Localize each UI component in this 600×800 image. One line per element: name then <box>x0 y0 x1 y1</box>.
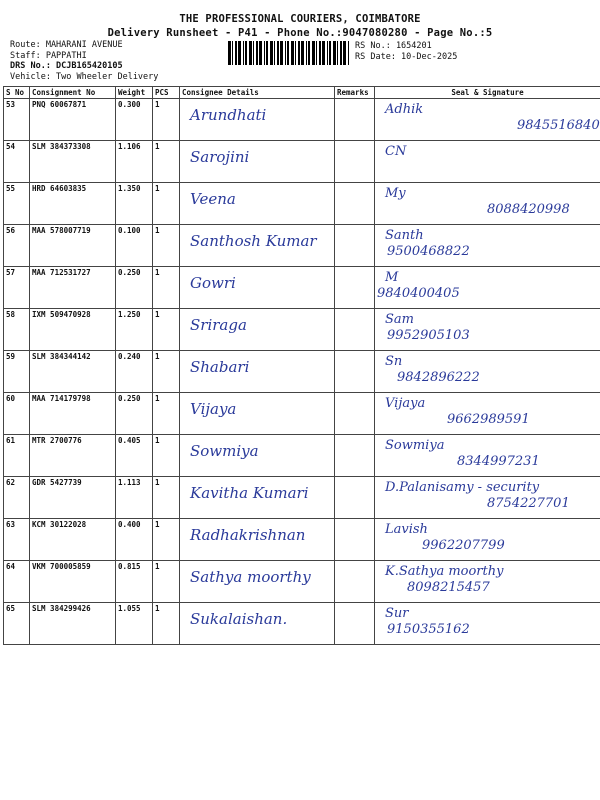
row-consignee-cell <box>180 267 335 309</box>
row-remarks <box>335 309 375 351</box>
vehicle-label: Vehicle: Two Wheeler Delivery <box>10 71 159 82</box>
barcode-bar <box>301 41 304 65</box>
row-weight: 1.250 <box>116 309 153 351</box>
row-signature-cell <box>375 477 600 519</box>
row-signature-name: D.Palanisamy - security <box>385 480 540 495</box>
row-pcs: 1 <box>153 603 180 645</box>
runsheet-subtitle: Delivery Runsheet - P41 - Phone No.:9047080280 - Page No.:5 <box>107 27 493 39</box>
barcode-bar <box>235 41 237 65</box>
row-weight: 0.815 <box>116 561 153 603</box>
table-row <box>4 603 600 645</box>
row-consignment: PNQ 60067871 <box>30 99 116 141</box>
row-consignee-handwritten: Gowri <box>190 274 236 292</box>
row-signature-phone: 8098215457 <box>407 580 490 595</box>
row-consignee-cell <box>180 561 335 603</box>
row-signature-cell <box>375 351 600 393</box>
row-pcs: 1 <box>153 183 180 225</box>
row-weight: 0.400 <box>116 519 153 561</box>
row-pcs: 1 <box>153 267 180 309</box>
barcode-bar <box>287 41 289 65</box>
run-meta-right <box>355 41 457 62</box>
barcode-bar <box>256 41 258 65</box>
barcode-bar <box>238 41 241 65</box>
row-consignment: MAA 578007719 <box>30 225 116 267</box>
barcode-bar <box>277 41 279 65</box>
row-signature-name: M <box>385 270 399 285</box>
table-header-row <box>4 87 600 99</box>
barcode-bar <box>295 41 296 65</box>
barcode-bar <box>274 41 275 65</box>
col-signature: Seal & Signature <box>375 87 600 99</box>
barcode-bar <box>243 41 244 65</box>
barcode-bar <box>232 41 233 65</box>
row-pcs: 1 <box>153 141 180 183</box>
row-signature-name: CN <box>385 144 407 159</box>
barcode-bar <box>316 41 317 65</box>
row-sno: 54 <box>4 141 30 183</box>
row-consignee-handwritten: Kavitha Kumari <box>190 484 309 502</box>
row-consignment: IXM 509470928 <box>30 309 116 351</box>
row-consignment: GDR 5427739 <box>30 477 116 519</box>
row-consignment: MAA 712531727 <box>30 267 116 309</box>
row-pcs: 1 <box>153 519 180 561</box>
row-sno: 55 <box>4 183 30 225</box>
row-consignee-handwritten: Sriraga <box>190 316 247 334</box>
row-sno: 60 <box>4 393 30 435</box>
barcode-bar <box>329 41 331 65</box>
row-weight: 0.300 <box>116 99 153 141</box>
row-signature-cell <box>375 99 600 141</box>
row-pcs: 1 <box>153 477 180 519</box>
table-row <box>4 141 600 183</box>
row-signature-phone: 9952905103 <box>387 328 470 343</box>
drs-label: DRS No.: DCJB165420105 <box>10 61 123 71</box>
barcode-bar <box>319 41 321 65</box>
row-consignee-cell <box>180 435 335 477</box>
row-consignee-handwritten: Vijaya <box>190 400 237 418</box>
col-pcs: PCS <box>153 87 180 99</box>
table-row <box>4 519 600 561</box>
row-remarks <box>335 225 375 267</box>
row-signature-cell <box>375 183 600 225</box>
row-consignment: SLM 384373308 <box>30 141 116 183</box>
table-row <box>4 183 600 225</box>
row-weight: 1.350 <box>116 183 153 225</box>
table-row <box>4 99 600 141</box>
row-signature-name: My <box>385 186 406 201</box>
row-signature-cell <box>375 225 600 267</box>
row-weight: 1.113 <box>116 477 153 519</box>
row-signature-phone: 9150355162 <box>387 622 470 637</box>
run-meta-left <box>10 40 158 82</box>
table-row <box>4 267 600 309</box>
barcode-bar <box>270 41 273 65</box>
barcode-image <box>228 41 350 65</box>
row-signature-phone: 9500468822 <box>387 244 470 259</box>
route-label: Route: MAHARANI AVENUE <box>10 40 123 50</box>
barcode-bar <box>308 41 310 65</box>
rs-date: RS Date: 10-Dec-2025 <box>355 51 458 62</box>
row-sno: 64 <box>4 561 30 603</box>
row-consignee-cell <box>180 309 335 351</box>
row-sno: 59 <box>4 351 30 393</box>
row-remarks <box>335 435 375 477</box>
barcode-bar <box>340 41 342 65</box>
col-remarks: Remarks <box>335 87 375 99</box>
row-signature-phone: 9845516840 <box>517 118 600 133</box>
row-weight: 1.106 <box>116 141 153 183</box>
row-pcs: 1 <box>153 393 180 435</box>
row-signature-cell <box>375 435 600 477</box>
row-consignment: KCM 30122028 <box>30 519 116 561</box>
company-title: THE PROFESSIONAL COURIERS, COIMBATORE <box>179 13 421 25</box>
barcode-bar <box>348 41 349 65</box>
row-pcs: 1 <box>153 561 180 603</box>
row-consignee-handwritten: Shabari <box>190 358 250 376</box>
barcode-bar <box>322 41 325 65</box>
row-signature-name: Santh <box>385 228 424 243</box>
row-consignee-handwritten: Arundhati <box>190 106 267 124</box>
col-consignee: Consignee Details <box>180 87 335 99</box>
barcode-bar <box>291 41 294 65</box>
row-remarks <box>335 183 375 225</box>
row-remarks <box>335 351 375 393</box>
row-signature-cell <box>375 393 600 435</box>
row-signature-phone: 8754227701 <box>487 496 570 511</box>
row-sno: 58 <box>4 309 30 351</box>
row-remarks <box>335 99 375 141</box>
row-sno: 61 <box>4 435 30 477</box>
row-signature-cell <box>375 519 600 561</box>
row-sno: 57 <box>4 267 30 309</box>
row-signature-name: Vijaya <box>385 396 426 411</box>
barcode-bar <box>343 41 346 65</box>
row-signature-cell <box>375 603 600 645</box>
row-remarks <box>335 393 375 435</box>
row-weight: 0.405 <box>116 435 153 477</box>
barcode-bar <box>337 41 338 65</box>
row-sno: 63 <box>4 519 30 561</box>
barcode-bar <box>306 41 307 65</box>
col-sno: S No <box>4 87 30 99</box>
barcode-bar <box>249 41 252 65</box>
row-consignee-cell <box>180 477 335 519</box>
row-weight: 0.100 <box>116 225 153 267</box>
row-sno: 62 <box>4 477 30 519</box>
row-signature-cell <box>375 141 600 183</box>
barcode-bar <box>280 41 283 65</box>
row-sno: 65 <box>4 603 30 645</box>
row-signature-name: Lavish <box>385 522 428 537</box>
row-remarks <box>335 603 375 645</box>
row-remarks <box>335 267 375 309</box>
row-signature-cell <box>375 267 600 309</box>
barcode-bar <box>259 41 262 65</box>
col-consignment: Consignment No <box>30 87 116 99</box>
barcode-bar <box>266 41 268 65</box>
row-consignment: VKM 700005859 <box>30 561 116 603</box>
row-consignee-handwritten: Radhakrishnan <box>190 526 306 544</box>
row-consignee-cell <box>180 393 335 435</box>
row-consignee-handwritten: Sarojini <box>190 148 250 166</box>
row-signature-phone: 8088420998 <box>487 202 570 217</box>
row-weight: 0.240 <box>116 351 153 393</box>
row-remarks <box>335 141 375 183</box>
row-sno: 56 <box>4 225 30 267</box>
barcode-bar <box>327 41 328 65</box>
row-pcs: 1 <box>153 435 180 477</box>
row-consignee-cell <box>180 225 335 267</box>
row-signature-name: K.Sathya moorthy <box>385 564 504 579</box>
row-consignment: MAA 714179798 <box>30 393 116 435</box>
row-signature-name: Sam <box>385 312 414 327</box>
table-row <box>4 393 600 435</box>
row-consignee-cell <box>180 351 335 393</box>
table-row <box>4 561 600 603</box>
barcode-bar <box>253 41 254 65</box>
table-row <box>4 435 600 477</box>
row-consignee-cell <box>180 603 335 645</box>
table-row <box>4 477 600 519</box>
runsheet-table <box>3 86 600 645</box>
row-consignee-handwritten: Sowmiya <box>190 442 259 460</box>
row-signature-cell <box>375 561 600 603</box>
staff-label: Staff: PAPPATHI <box>10 50 87 61</box>
rs-number: RS No.: 1654201 <box>355 41 432 51</box>
table-row <box>4 309 600 351</box>
row-weight: 1.055 <box>116 603 153 645</box>
barcode-bar <box>228 41 231 65</box>
row-weight: 0.250 <box>116 393 153 435</box>
row-consignee-handwritten: Veena <box>190 190 236 208</box>
barcode-bar <box>245 41 247 65</box>
row-consignee-handwritten: Sathya moorthy <box>190 568 311 586</box>
row-signature-phone: 9842896222 <box>397 370 480 385</box>
row-consignee-cell <box>180 99 335 141</box>
row-consignment: MTR 2700776 <box>30 435 116 477</box>
barcode-bar <box>312 41 315 65</box>
row-signature-name: Adhik <box>385 102 424 117</box>
row-remarks <box>335 519 375 561</box>
barcode-bar <box>285 41 286 65</box>
row-remarks <box>335 561 375 603</box>
row-signature-name: Sowmiya <box>385 438 445 453</box>
row-signature-phone: 9662989591 <box>447 412 530 427</box>
row-remarks <box>335 477 375 519</box>
row-signature-phone: 9840400405 <box>377 286 460 301</box>
row-pcs: 1 <box>153 99 180 141</box>
row-consignment: HRD 64603835 <box>30 183 116 225</box>
row-consignee-handwritten: Santhosh Kumar <box>190 232 317 250</box>
row-signature-name: Sn <box>385 354 403 369</box>
row-weight: 0.250 <box>116 267 153 309</box>
row-consignee-cell <box>180 183 335 225</box>
row-pcs: 1 <box>153 225 180 267</box>
row-signature-phone: 9962207799 <box>422 538 505 553</box>
col-weight: Weight <box>116 87 153 99</box>
barcode-bar <box>264 41 265 65</box>
row-signature-phone: 8344997231 <box>457 454 540 469</box>
barcode-bar <box>333 41 336 65</box>
row-pcs: 1 <box>153 309 180 351</box>
row-consignee-cell <box>180 141 335 183</box>
row-consignment: SLM 384344142 <box>30 351 116 393</box>
row-pcs: 1 <box>153 351 180 393</box>
row-consignee-handwritten: Sukalaishan. <box>190 610 288 628</box>
barcode-bar <box>298 41 300 65</box>
row-consignment: SLM 384299426 <box>30 603 116 645</box>
table-row <box>4 225 600 267</box>
row-consignee-cell <box>180 519 335 561</box>
table-row <box>4 351 600 393</box>
row-signature-name: Sur <box>385 606 409 621</box>
row-sno: 53 <box>4 99 30 141</box>
row-signature-cell <box>375 309 600 351</box>
